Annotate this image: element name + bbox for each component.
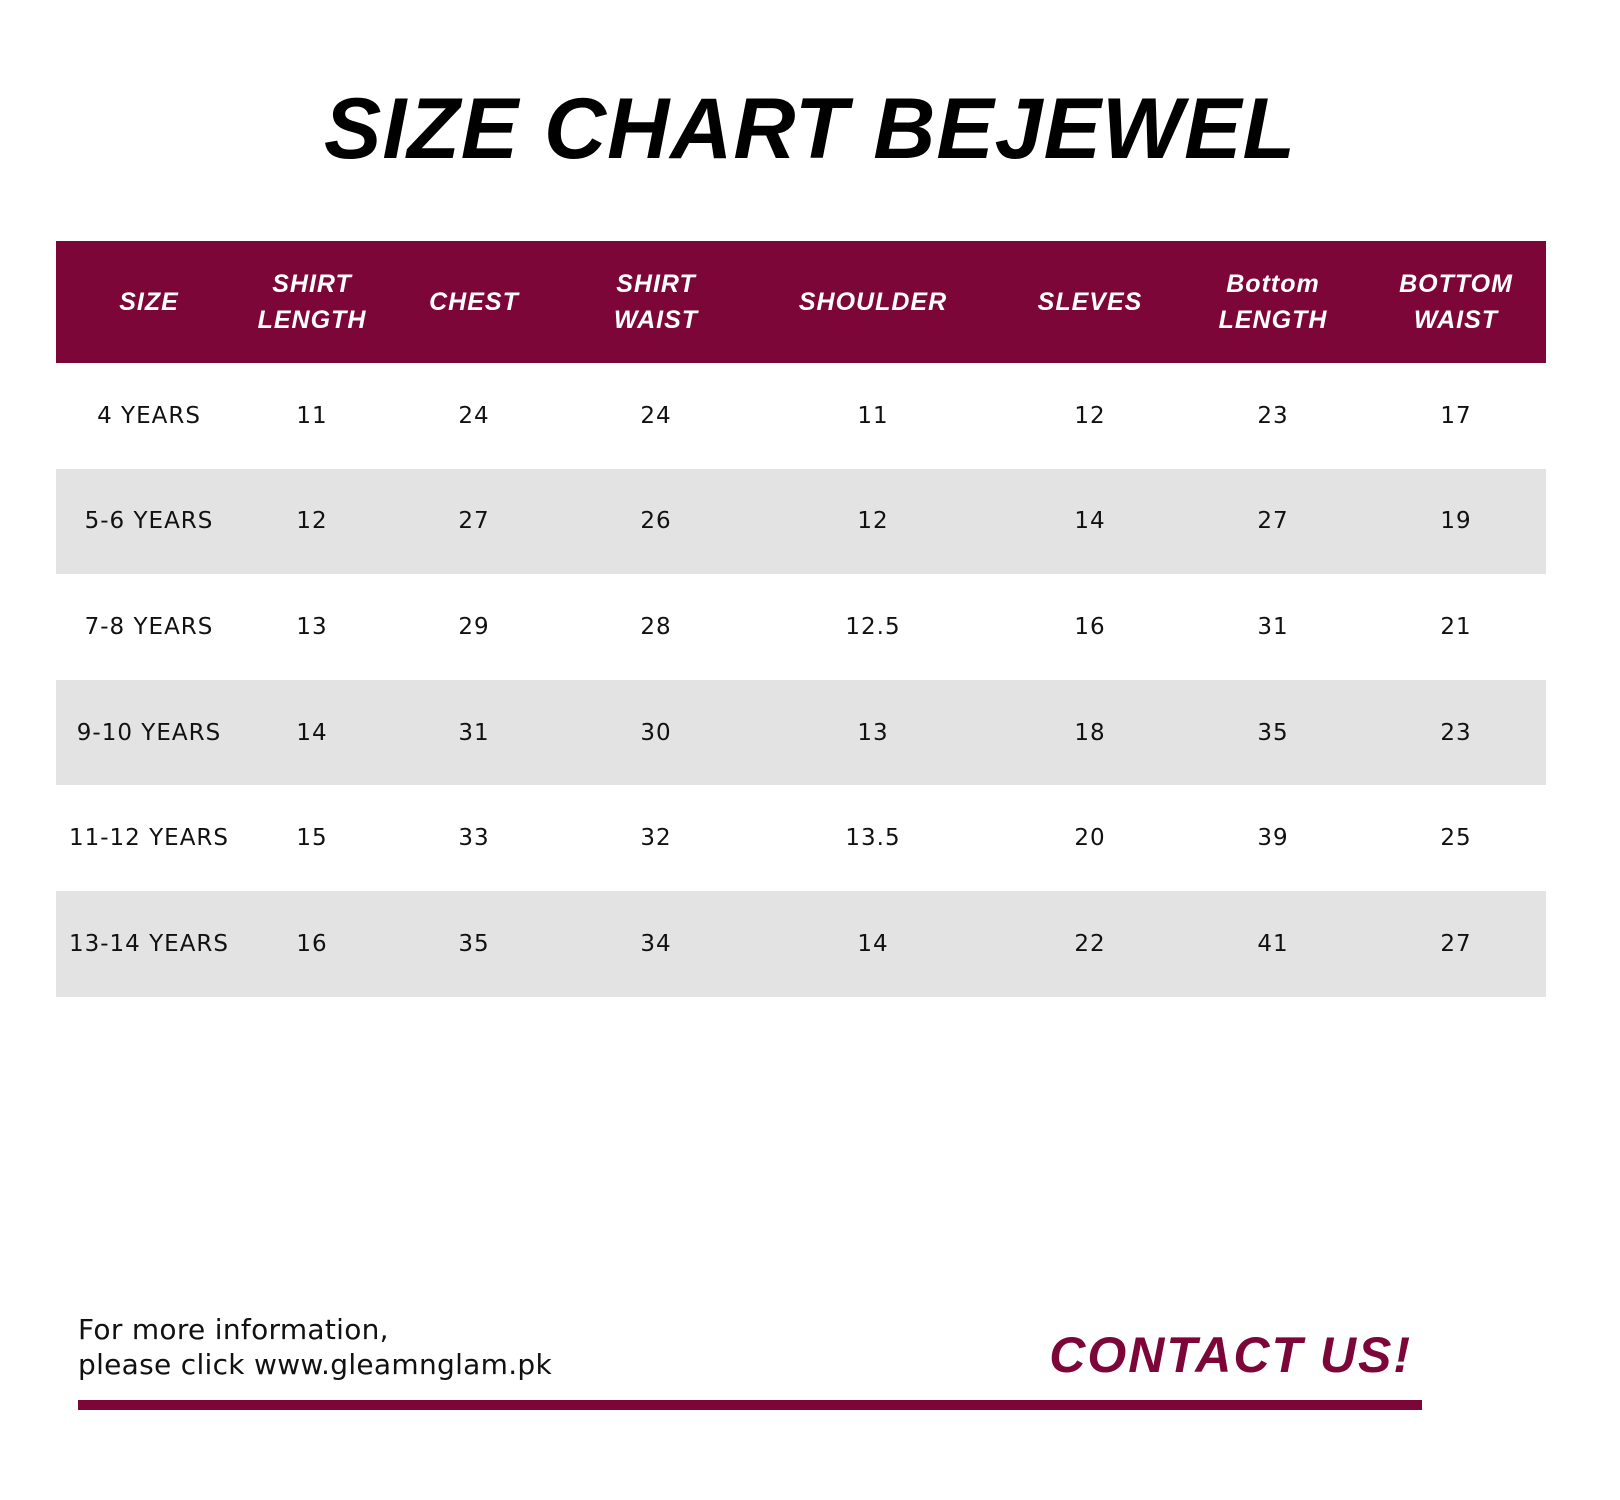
header-label-line: WAIST: [1413, 306, 1499, 334]
table-body: [56, 363, 1546, 997]
measurement-cell: 23: [1366, 680, 1546, 786]
measurement-cell: 17: [1366, 363, 1546, 469]
measurement-cell: 41: [1180, 891, 1366, 997]
size-cell: 11-12 YEARS: [56, 785, 242, 891]
measurement-cell: 12: [1000, 363, 1180, 469]
footer-divider: [78, 1400, 1422, 1410]
measurement-cell: 27: [1366, 891, 1546, 997]
measurement-cell: 27: [382, 469, 566, 575]
header-bottom-waist: [1366, 241, 1546, 363]
header-label-line: WAIST: [613, 306, 699, 334]
measurement-cell: 14: [242, 680, 382, 786]
measurement-cell: 12: [242, 469, 382, 575]
measurement-cell: 13: [746, 680, 1000, 786]
measurement-cell: 31: [382, 680, 566, 786]
table-row: [56, 574, 1546, 680]
table-row: [56, 680, 1546, 786]
measurement-cell: 24: [566, 363, 746, 469]
measurement-cell: 26: [566, 469, 746, 575]
footer-info-line-1: For more information,: [78, 1313, 389, 1346]
measurement-cell: 35: [382, 891, 566, 997]
table-row: [56, 785, 1546, 891]
footer-info: [78, 1312, 552, 1382]
size-cell: 7-8 YEARS: [56, 574, 242, 680]
size-cell: 13-14 YEARS: [56, 891, 242, 997]
size-chart-table: [56, 241, 1546, 997]
header-label-line: Bottom: [1226, 270, 1320, 298]
measurement-cell: 25: [1366, 785, 1546, 891]
measurement-cell: 33: [382, 785, 566, 891]
header-bottom-length: [1180, 241, 1366, 363]
header-size: [56, 241, 242, 363]
measurement-cell: 20: [1000, 785, 1180, 891]
contact-us-link[interactable]: CONTACT US!: [1049, 1327, 1412, 1383]
measurement-cell: 11: [746, 363, 1000, 469]
measurement-cell: 30: [566, 680, 746, 786]
size-cell: 5-6 YEARS: [56, 469, 242, 575]
footer-info-line-2[interactable]: please click www.gleamnglam.pk: [78, 1348, 552, 1381]
measurement-cell: 29: [382, 574, 566, 680]
header-shoulder: [746, 241, 1000, 363]
measurement-cell: 21: [1366, 574, 1546, 680]
measurement-cell: 16: [242, 891, 382, 997]
measurement-cell: 27: [1180, 469, 1366, 575]
table-header-row: [56, 241, 1546, 363]
measurement-cell: 39: [1180, 785, 1366, 891]
measurement-cell: 35: [1180, 680, 1366, 786]
header-label-line: CHEST: [429, 288, 519, 316]
size-cell: 4 YEARS: [56, 363, 242, 469]
header-label-line: SIZE: [119, 288, 179, 316]
measurement-cell: 12.5: [746, 574, 1000, 680]
measurement-cell: 22: [1000, 891, 1180, 997]
header-shirt-waist: [566, 241, 746, 363]
header-label-line: BOTTOM: [1399, 270, 1513, 298]
measurement-cell: 14: [746, 891, 1000, 997]
measurement-cell: 14: [1000, 469, 1180, 575]
header-shirt-length: [242, 241, 382, 363]
measurement-cell: 11: [242, 363, 382, 469]
header-sleves: [1000, 241, 1180, 363]
measurement-cell: 24: [382, 363, 566, 469]
size-chart-table-container: [56, 241, 1513, 997]
measurement-cell: 31: [1180, 574, 1366, 680]
header-label-line: SHIRT: [616, 270, 696, 298]
header-label-line: LENGTH: [257, 306, 367, 334]
measurement-cell: 13.5: [746, 785, 1000, 891]
header-label-line: LENGTH: [1218, 306, 1328, 334]
measurement-cell: 23: [1180, 363, 1366, 469]
measurement-cell: 32: [566, 785, 746, 891]
measurement-cell: 34: [566, 891, 746, 997]
measurement-cell: 19: [1366, 469, 1546, 575]
measurement-cell: 13: [242, 574, 382, 680]
measurement-cell: 16: [1000, 574, 1180, 680]
header-label-line: SHIRT: [272, 270, 352, 298]
page-title: SIZE CHART BEJEWEL: [323, 81, 1297, 177]
header-label-line: SHOULDER: [798, 288, 948, 316]
measurement-cell: 12: [746, 469, 1000, 575]
size-cell: 9-10 YEARS: [56, 680, 242, 786]
measurement-cell: 28: [566, 574, 746, 680]
measurement-cell: 15: [242, 785, 382, 891]
table-row: [56, 891, 1546, 997]
header-chest: [382, 241, 566, 363]
table-row: [56, 363, 1546, 469]
table-row: [56, 469, 1546, 575]
measurement-cell: 18: [1000, 680, 1180, 786]
header-label-line: SLEVES: [1037, 288, 1143, 316]
